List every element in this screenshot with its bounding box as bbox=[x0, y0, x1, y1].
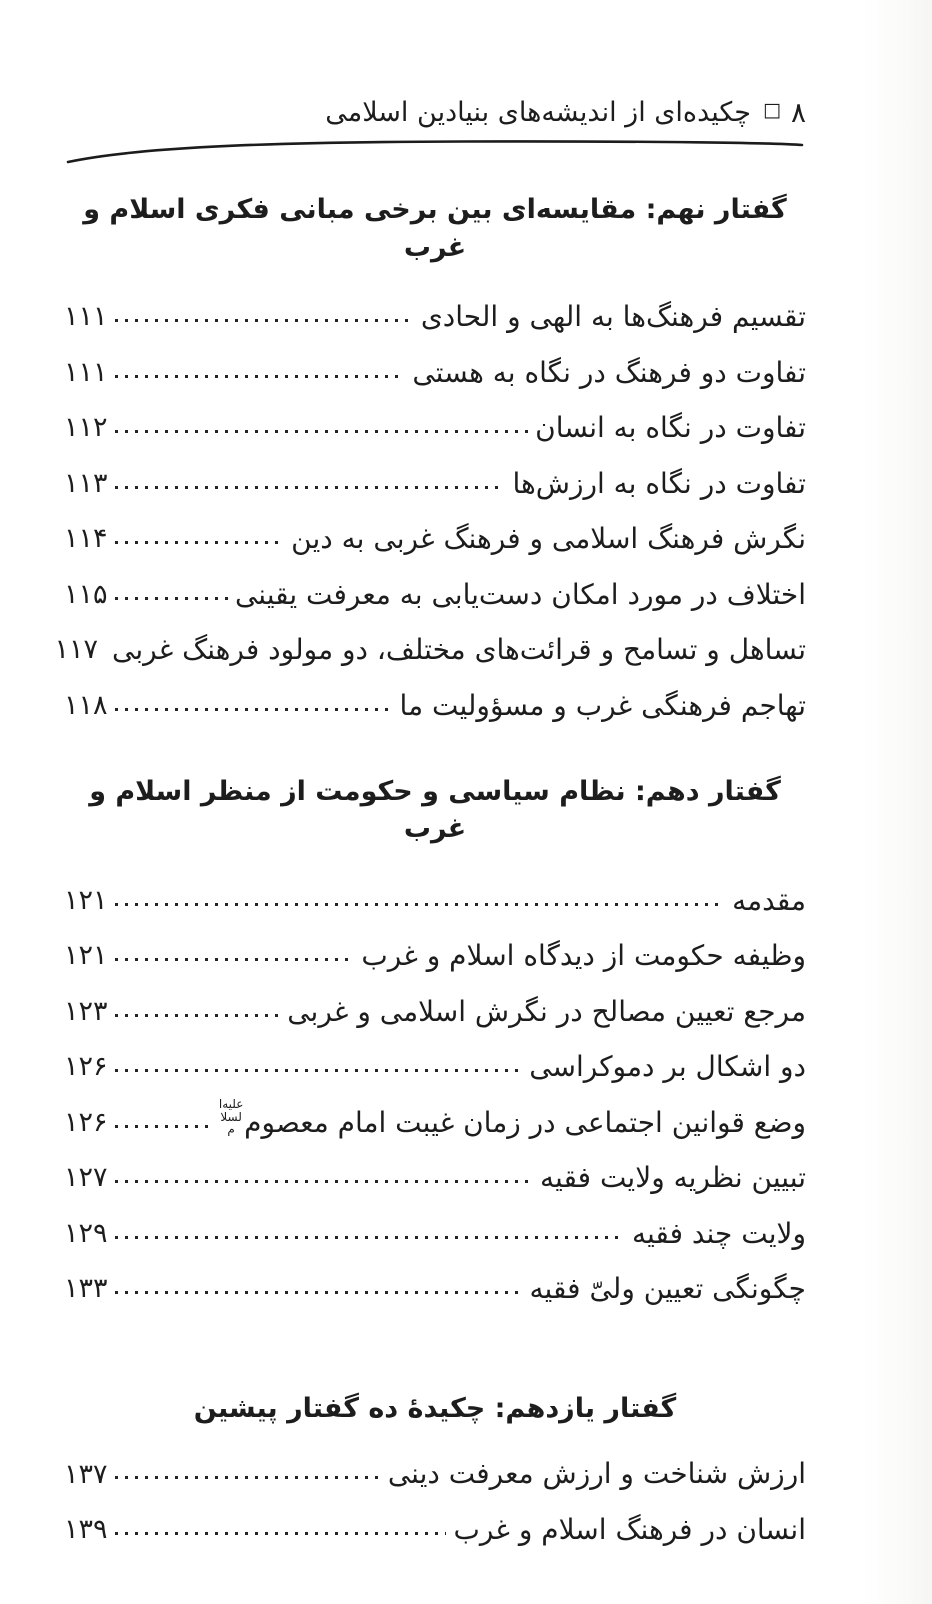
toc-entry-page: ۱۱۸ bbox=[64, 689, 108, 721]
toc-entry bbox=[64, 667, 806, 723]
toc-entry-title: تفاوت در نگاه به ارزش‌ها bbox=[512, 466, 806, 500]
toc-entry bbox=[64, 1140, 806, 1196]
toc-entry-title: ولایت چند فقیه bbox=[631, 1216, 806, 1250]
toc-entry-title: تفاوت در نگاه به انسان bbox=[535, 411, 806, 445]
dot-leader bbox=[115, 1291, 523, 1294]
toc-entry bbox=[64, 556, 806, 612]
toc-entry-title: تساهل و تسامح و قرائت‌های مختلف، دو مولود فرهنگ غربی bbox=[112, 633, 806, 667]
toc-entry-page: ۱۱۱ bbox=[64, 301, 108, 333]
section-heading-10: گفتار دهم: نظام سیاسی و حکومت از منظر اسلام و غرب bbox=[89, 775, 781, 845]
toc-entry bbox=[64, 390, 806, 446]
toc-entry-title: مقدمه bbox=[732, 883, 806, 917]
toc-entry-title: ارزش شناخت و ارزش معرفت دینی bbox=[387, 1457, 806, 1491]
toc-entry bbox=[64, 445, 806, 501]
toc-entry bbox=[64, 973, 806, 1029]
toc-entry-page: ۱۳۷ bbox=[64, 1458, 108, 1490]
toc-entry bbox=[64, 279, 806, 335]
toc-entry bbox=[64, 1195, 806, 1251]
toc-entry-page: ۱۲۹ bbox=[64, 1217, 108, 1249]
dot-leader bbox=[115, 958, 355, 961]
dot-leader bbox=[115, 486, 506, 489]
dot-leader bbox=[115, 597, 228, 600]
toc-entry-title: نگرش فرهنگ اسلامی و فرهنگ غربی به دین bbox=[291, 522, 806, 556]
toc-entry-title: اختلاف در مورد امکان دست‌یابی به معرفت یقینی bbox=[234, 577, 806, 611]
toc-entry bbox=[64, 918, 806, 974]
section-heading-11: گفتار یازدهم: چکیدهٔ ده گفتار پیشین bbox=[193, 1393, 677, 1425]
alayhis-salam-honorific: علیه‌السلام bbox=[218, 1096, 244, 1137]
dot-leader bbox=[115, 903, 726, 906]
scan-edge-shadow bbox=[862, 0, 932, 1604]
dot-leader bbox=[115, 1014, 281, 1017]
dot-leader bbox=[115, 1069, 523, 1072]
header-rule bbox=[64, 135, 806, 165]
toc-entry-title: تفاوت دو فرهنگ در نگاه به هستی bbox=[412, 355, 806, 389]
toc-entry-page: ۱۱۱ bbox=[64, 356, 108, 388]
toc-entry-title: انسان در فرهنگ اسلام و غرب bbox=[453, 1512, 806, 1546]
toc-entry bbox=[64, 1029, 806, 1085]
toc-entry-title: دو اشکال بر دموکراسی bbox=[529, 1050, 806, 1084]
toc-entry-page: ۱۲۱ bbox=[64, 884, 108, 916]
running-head-title: چکیده‌ای از اندیشه‌های بنیادین اسلامی bbox=[325, 97, 751, 128]
toc-entry-page: ۱۳۹ bbox=[64, 1514, 108, 1546]
running-head bbox=[64, 96, 806, 129]
dot-leader bbox=[115, 1180, 534, 1183]
toc-entry-title: وضع قوانین اجتماعی در زمان غیبت امام معصوم bbox=[244, 1105, 806, 1139]
toc-entry bbox=[64, 1251, 806, 1307]
toc-entry-page: ۱۱۲ bbox=[64, 412, 108, 444]
toc-page bbox=[54, 0, 806, 1547]
toc-entry-page: ۱۲۱ bbox=[64, 940, 108, 972]
dot-leader bbox=[115, 1476, 381, 1479]
dot-leader bbox=[115, 1125, 212, 1128]
toc-entry bbox=[64, 1084, 806, 1140]
toc-entry-title: تقسیم فرهنگ‌ها به الهی و الحادی bbox=[420, 300, 806, 334]
toc-entry-page: ۱۳۳ bbox=[64, 1273, 108, 1305]
toc-entry bbox=[64, 501, 806, 557]
dot-leader bbox=[115, 1532, 447, 1535]
dot-leader bbox=[115, 319, 414, 322]
toc-entry-page: ۱۱۴ bbox=[64, 523, 108, 555]
dot-leader bbox=[115, 430, 529, 433]
section-heading-9: گفتار نهم: مقایسه‌ای بین برخی مبانی فکری اسلام و غرب bbox=[83, 194, 787, 263]
toc-entry-page: ۱۲۶ bbox=[64, 1106, 108, 1138]
toc-entry bbox=[64, 1436, 806, 1492]
toc-entry-page: ۱۲۷ bbox=[64, 1162, 108, 1194]
toc-entry-page: ۱۱۳ bbox=[64, 467, 108, 499]
toc-entry-page: ۱۱۷ bbox=[54, 634, 99, 666]
toc-entry-title: مرجع تعیین مصالح در نگرش اسلامی و غربی bbox=[287, 994, 806, 1028]
square-bullet-icon: □ bbox=[763, 99, 781, 121]
dot-leader bbox=[115, 708, 393, 711]
toc-entry-title: تبیین نظریه ولایت فقیه bbox=[540, 1161, 806, 1195]
toc-entry bbox=[54, 612, 806, 668]
toc-entry-page: ۱۲۳ bbox=[64, 995, 108, 1027]
toc-entry-page: ۱۱۵ bbox=[64, 578, 108, 610]
toc-entry-title: وظیفه حکومت از دیدگاه اسلام و غرب bbox=[361, 939, 806, 973]
page-number: ۸ bbox=[790, 96, 806, 129]
dot-leader bbox=[115, 375, 406, 378]
dot-leader bbox=[115, 541, 285, 544]
toc-entry bbox=[64, 862, 806, 918]
toc-entry-page: ۱۲۶ bbox=[64, 1051, 108, 1083]
toc-entry bbox=[64, 334, 806, 390]
toc-entry bbox=[64, 1491, 806, 1547]
toc-entry-title: تهاجم فرهنگی غرب و مسؤولیت ما bbox=[399, 688, 806, 722]
dot-leader bbox=[115, 1236, 625, 1239]
toc-entry-title: چگونگی تعیین ولیّ فقیه bbox=[529, 1272, 806, 1306]
